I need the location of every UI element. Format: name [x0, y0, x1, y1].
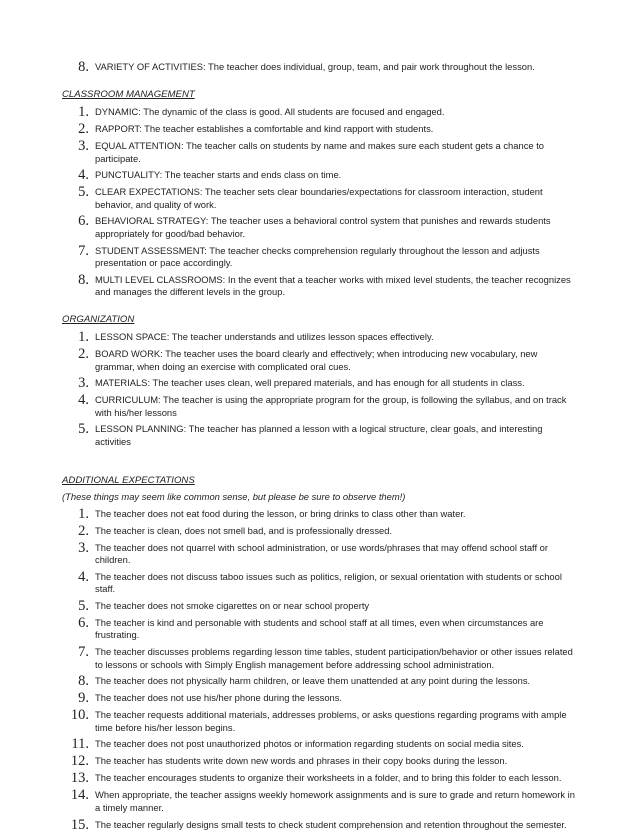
item-number: 10. — [70, 707, 89, 724]
item-text: The teacher is kind and personable with students and school staff at all times, even when circumstances are frustrating. — [95, 616, 544, 641]
list-item — [62, 674, 576, 688]
item-text: STUDENT ASSESSMENT: The teacher checks comprehension regularly throughout the lesson and adjusts presentation or pace accordingly. — [95, 244, 540, 269]
item-text: The teacher has students write down new words and phrases in their copy books during the lesson. — [95, 755, 508, 767]
item-number: 2. — [78, 522, 89, 539]
item-number: 1. — [78, 104, 89, 120]
section-heading-additional: ADDITIONAL EXPECTATIONS — [62, 474, 195, 486]
section-note: (These things may seem like common sense, but please be sure to observe them!) — [62, 490, 406, 502]
item-number: 12. — [70, 753, 89, 770]
item-text: The teacher does not use his/her phone during the lessons. — [95, 692, 343, 704]
item-number: 3. — [78, 138, 89, 154]
item-number: 1. — [78, 328, 89, 345]
list-item — [62, 616, 576, 642]
list-item — [62, 376, 576, 390]
item-text: The teacher does not quarrel with school administration, or use words/phrases that may offend school staff or children. — [95, 541, 549, 566]
list-item — [62, 507, 576, 521]
item-number: 6. — [78, 614, 89, 631]
item-text: The teacher does not post unauthorized photos or information regarding students on social media sites. — [95, 738, 524, 750]
list-item — [62, 754, 576, 768]
item-text: BEHAVIORAL STRATEGY: The teacher uses a behavioral control system that punishes and rewards students appropriately for good/bad behavior. — [95, 215, 551, 239]
item-number: 5. — [78, 184, 89, 201]
list-item — [62, 708, 576, 734]
item-text: LESSON PLANNING: The teacher has planned a lesson with a logical structure, clear goals, and interesting activities — [95, 423, 543, 447]
item-text: When appropriate, the teacher assigns weekly homework assignments and is sure to grade and return homework in a timely manner. — [95, 789, 575, 814]
organization-list — [62, 330, 576, 449]
list-item — [62, 771, 576, 785]
item-text: The teacher does not physically harm children, or leave them unattended at any point during the lessons. — [95, 675, 531, 687]
item-text: The teacher is clean, does not smell bad, and is professionally dressed. — [95, 524, 393, 536]
list-item — [62, 788, 576, 814]
item-number: 5. — [78, 597, 89, 614]
item-number: 14. — [70, 787, 89, 804]
item-number: 13. — [70, 770, 89, 787]
list-item — [62, 599, 576, 613]
list-item — [62, 214, 576, 240]
item-text: MATERIALS: The teacher uses clean, well prepared materials, and has enough for all students in class. — [95, 377, 525, 389]
list-item — [62, 185, 576, 211]
item-text: CURRICULUM: The teacher is using the appropriate program for the group, is following the syllabus, and on track with his/her lessons — [95, 394, 567, 418]
section-heading-organization: ORGANIZATION — [62, 313, 135, 325]
item-number: 8. — [78, 59, 89, 75]
item-text: The teacher regularly designs small tests to check student comprehension and retention throughout the semester. — [95, 818, 567, 830]
item-text: RAPPORT: The teacher establishes a comfortable and kind rapport with students. — [95, 123, 434, 134]
item-number: 11. — [71, 736, 89, 753]
item-text: The teacher requests additional materials, addresses problems, or asks questions regarding programs with ample time before his/her lesson begins. — [95, 709, 567, 733]
item-number: 15. — [70, 816, 89, 833]
item-text: The teacher does not eat food during the lesson, or bring drinks to class other than water. — [95, 507, 466, 519]
list-item — [62, 122, 576, 136]
item-text: PUNCTUALITY: The teacher starts and ends class on time. — [95, 169, 342, 181]
list-item — [62, 347, 576, 373]
item-number: 9. — [78, 690, 89, 707]
list-item — [62, 393, 576, 419]
list-item — [62, 168, 576, 182]
item-number: 4. — [78, 568, 89, 585]
item-number: 3. — [78, 539, 89, 556]
intro-list — [62, 60, 576, 74]
item-text: The teacher does not discuss taboo issues such as politics, religion, or sexual orientation with students or school staff. — [95, 570, 562, 595]
item-text: EQUAL ATTENTION: The teacher calls on students by name and makes sure each student gets a chance to participate. — [95, 140, 545, 164]
item-text: BOARD WORK: The teacher uses the board clearly and effectively; when introducing new vocabulary, new grammar, when doing an exercise with complicated oral cues. — [95, 347, 538, 372]
item-text: VARIETY OF ACTIVITIES: The teacher does individual, group, team, and pair work throughout the lesson. — [95, 61, 535, 72]
list-item — [62, 737, 576, 751]
item-text: DYNAMIC: The dynamic of the class is good. All students are focused and engaged. — [95, 106, 445, 117]
item-number: 6. — [78, 213, 89, 230]
item-number: 5. — [78, 421, 89, 438]
list-item — [62, 691, 576, 705]
item-number: 8. — [78, 673, 89, 690]
item-number: 7. — [78, 242, 89, 259]
classroom-list — [62, 105, 576, 299]
list-item — [62, 422, 576, 448]
additional-list — [62, 507, 576, 832]
item-number: 4. — [78, 167, 89, 184]
list-item — [62, 105, 576, 119]
list-item — [62, 330, 576, 344]
list-item — [62, 541, 576, 567]
list-item — [62, 139, 576, 165]
list-item — [62, 818, 576, 832]
item-text: The teacher does not smoke cigarettes on or near school property — [95, 599, 370, 611]
list-item — [62, 524, 576, 538]
item-number: 1. — [78, 505, 89, 522]
list-item — [62, 244, 576, 270]
item-text: MULTI LEVEL CLASSROOMS: In the event that a teacher works with mixed level students, the teacher recognizes and manages the different levels in the group. — [95, 273, 571, 298]
list-item — [62, 570, 576, 596]
list-item — [62, 60, 576, 74]
item-number: 4. — [78, 392, 89, 409]
item-number: 8. — [78, 271, 89, 288]
section-heading-classroom: CLASSROOM MANAGEMENT — [62, 89, 195, 100]
item-text: The teacher encourages students to organize their worksheets in a folder, and to bring this folder to each lesson. — [95, 772, 562, 784]
list-item — [62, 645, 576, 671]
item-text: CLEAR EXPECTATIONS: The teacher sets clear boundaries/expectations for classroom interaction, student behavior, and quality of work. — [95, 186, 543, 210]
item-text: LESSON SPACE: The teacher understands and utilizes lesson spaces effectively. — [95, 330, 434, 342]
item-number: 2. — [78, 345, 89, 362]
list-item — [62, 273, 576, 299]
item-number: 3. — [78, 375, 89, 392]
item-number: 2. — [78, 121, 89, 137]
item-text: The teacher discusses problems regarding lesson time tables, student participation/behavior or other issues related to lessons or schools with Simply English management before addressing school administration. — [95, 646, 573, 670]
item-number: 7. — [78, 644, 89, 661]
